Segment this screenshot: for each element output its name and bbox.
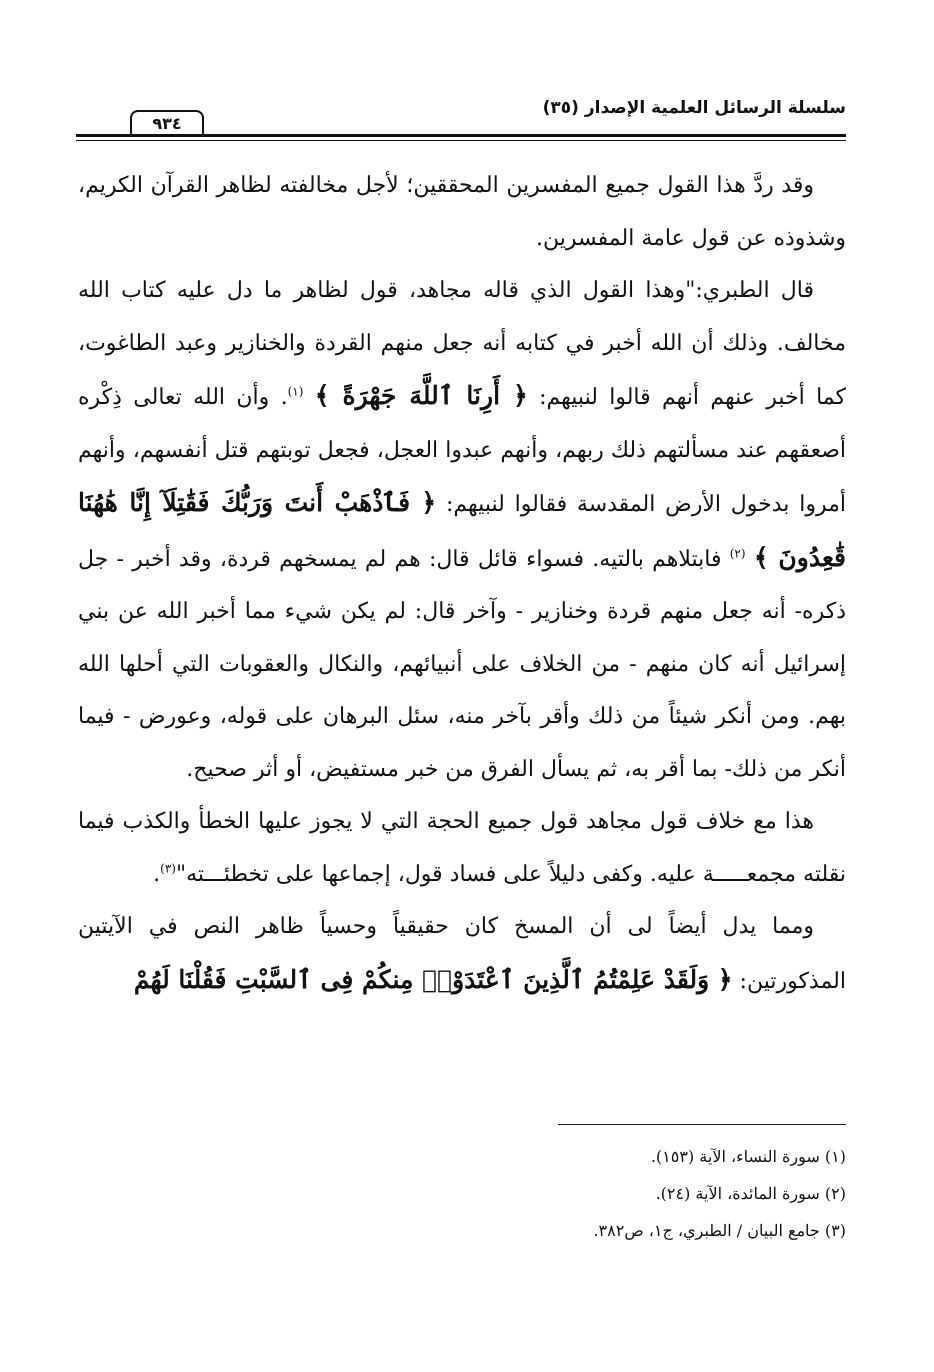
paragraph-2 [78,265,846,796]
page-number: ٩٣٤ [130,110,204,136]
page-header [76,96,846,136]
paragraph-4 [78,901,846,1008]
footnote-separator [558,1124,846,1125]
footnote-1: (١) سورة النساء، الآية (١٥٣). [650,1147,846,1166]
footnote-ref-1: (١) [287,384,304,399]
paragraph-2-part-2: . وأن الله تعالى ذِكْره أصعقهم عند مسألتهم ذلك ربهم، وأنهم عبدوا العجل، فجعل توبتهم قتل أنفسهم، وأنهم أمروا بدخول الأرض المقدسة فقالوا لنبيهم: [78,385,846,517]
footnote-ref-2: (٢) [729,546,746,561]
footnote-2: (٢) سورة المائدة، الآية (٢٤). [655,1184,846,1203]
quran-verse-1: ﴿ أَرِنَا ٱللَّهَ جَهْرَةً ﴾ [314,381,528,410]
quran-verse-3: ﴿ وَلَقَدْ عَلِمْتُمُ ٱلَّذِينَ ٱعْتَدَوْا۟ مِنكُمْ فِى ٱلسَّبْتِ فَقُلْنَا لَهُمْ [133,964,733,994]
paragraph-1: وقد ردَّ هذا القول جميع المفسرين المحققين؛ لأجل مخالفته لظاهر القرآن الكريم، وشذوذه عن قول عامة المفسرين. [78,173,846,251]
body-text [78,160,846,1008]
header-rule-thick [76,134,846,137]
series-title: سلسلة الرسائل العلمية الإصدار (٣٥) [542,98,846,118]
paragraph-3-end: . [153,861,161,887]
paragraph-2-part-3: فابتلاهم بالتيه. فسواء قائل قال: هم لم يمسخهم قردة، وقد أخبر - جل ذكره- أنه جعل منهم قردة وخنازير - وآخر قال: لم يكن شيء مما أخبر الله عن بني إسرائيل أنه كان منهم - من الخلاف على أنبيائهم، والنكال والعقوبات التي أحلها الله بهم. ومن أنكر شيئاً من ذلك وأقر بآخر منه، سئل البرهان على قوله، وعورض - فيما أنكر من ذلك- بما أقر به، ثم يسأل الفرق من خبر مستفيض، أو أثر صحيح. [78,546,846,782]
paragraph-3-text: هذا مع خلاف قول مجاهد قول جميع الحجة التي لا يجوز عليها الخطأ والكذب فيما نقلته مجمعـــــة عليه. وكفى دليلاً على فساد قول، إجماعها على تخطئـــته" [78,809,846,887]
footnote-3: (٣) جامع البيان / الطبري، ج١، ص٣٨٢. [593,1221,846,1240]
paragraph-4-text: ومما يدل أيضاً لى أن المسخ كان حقيقياً وحسياً ظاهر النص في الآيتين المذكورتين: [78,914,846,994]
quran-verse-2: ﴿ فَٱذْهَبْ أَنتَ وَرَبُّكَ فَقَٰتِلَآ إِنَّا هَٰهُنَا قَٰعِدُونَ ﴾ [78,488,846,572]
paragraph-3 [78,796,846,901]
paragraph-2-part-1: قال الطبري:"وهذا القول الذي قاله مجاهد، قول لظاهر ما دل عليه كتاب الله مخالف. وذلك أن الله أخبر في كتابه أنه جعل منهم القردة والخنازير وعبد الطاغوت، كما أخبر عنهم أنهم قالوا لنبيهم: [78,278,846,410]
footnote-ref-3: (٣) [160,861,176,876]
footnotes [146,1138,846,1249]
header-rule-thin [76,140,846,141]
